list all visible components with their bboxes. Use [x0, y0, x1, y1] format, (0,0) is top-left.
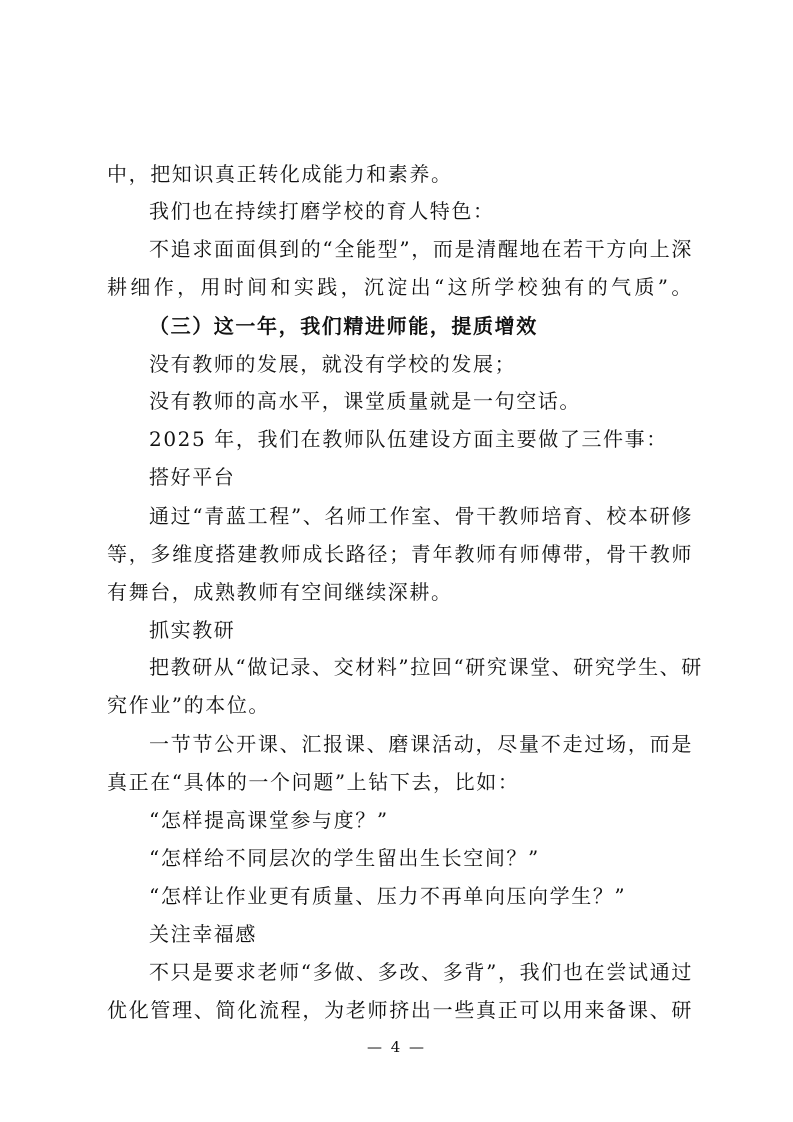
- page-number: — 4 —: [366, 1038, 427, 1056]
- paragraph-line: 等，多维度搭建教师成长路径；青年教师有师傅带，骨干教师: [107, 542, 693, 566]
- paragraph-line: 有舞台，成熟教师有空间继续深耕。: [107, 580, 453, 604]
- paragraph-line: 一节节公开课、汇报课、磨课活动，尽量不走过场，而是: [149, 732, 693, 756]
- paragraph-line: 中，把知识真正转化成能力和素养。: [107, 162, 453, 186]
- paragraph-line: 不只是要求老师“多做、多改、多背”，我们也在尝试通过: [149, 960, 693, 984]
- paragraph-line: 2025 年，我们在教师队伍建设方面主要做了三件事：: [149, 427, 668, 451]
- paragraph-line: 真正在“具体的一个问题”上钻下去，比如：: [107, 770, 520, 794]
- paragraph-line: 优化管理、简化流程，为老师挤出一些真正可以用来备课、研: [107, 998, 693, 1022]
- paragraph-line: 没有教师的发展，就没有学校的发展；: [149, 352, 517, 376]
- quote-line: “怎样让作业更有质量、压力不再单向压向学生？”: [149, 884, 627, 908]
- quote-line: “怎样给不同层次的学生留出生长空间？”: [149, 846, 540, 870]
- paragraph-line: 把教研从“做记录、交材料”拉回“研究课堂、研究学生、研: [149, 655, 703, 679]
- subheading-line: 关注幸福感: [149, 922, 257, 946]
- paragraph-line: 我们也在持续打磨学校的育人特色：: [149, 199, 495, 223]
- paragraph-line: 通过“青蓝工程”、名师工作室、骨干教师培育、校本研修: [149, 504, 693, 528]
- quote-line: “怎样提高课堂参与度？”: [149, 808, 389, 832]
- paragraph-line: 不追求面面俱到的“全能型”，而是清醒地在若干方向上深: [149, 237, 693, 261]
- paragraph-line: 没有教师的高水平，课堂质量就是一句空话。: [149, 389, 581, 413]
- paragraph-line: 耕细作，用时间和实践，沉淀出“这所学校独有的气质”。: [107, 275, 693, 299]
- subheading-line: 抓实教研: [149, 618, 236, 642]
- subheading-line: 搭好平台: [149, 465, 236, 489]
- paragraph-line: 究作业”的本位。: [107, 693, 271, 717]
- section-heading: （三）这一年，我们精进师能，提质增效: [149, 314, 538, 338]
